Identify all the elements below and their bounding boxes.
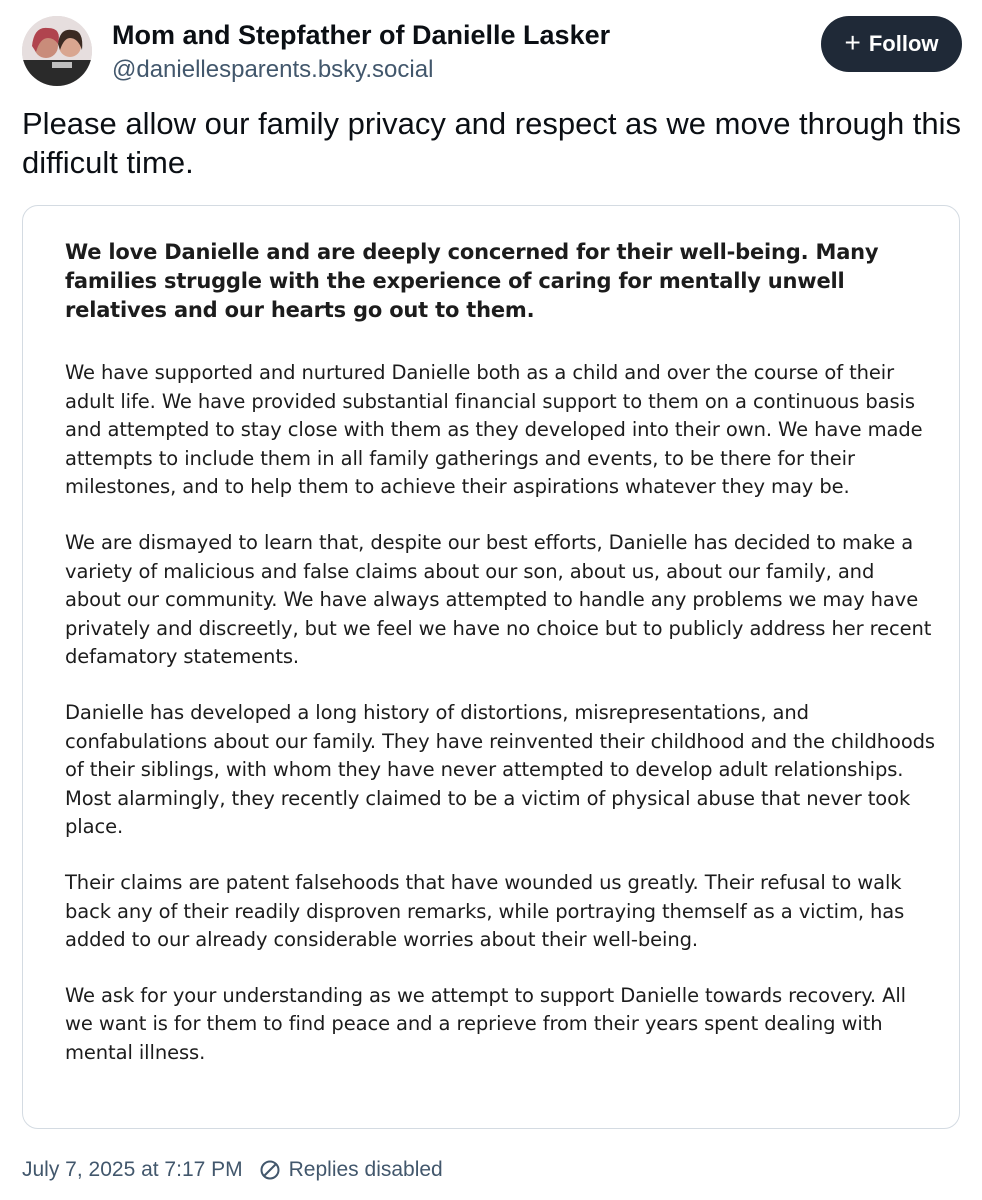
post-text: Please allow our family privacy and respect as we move through this difficult time. [22, 106, 962, 180]
statement-text [65, 238, 935, 1094]
plus-icon: + [844, 27, 861, 58]
avatar-photo-icon [22, 16, 92, 86]
avatar[interactable] [22, 16, 92, 86]
follow-button[interactable] [821, 16, 962, 72]
statement-paragraph: We ask for your understanding as we attempt to support Danielle towards recovery. All we want is for them to find peace and a reprieve from their years spent dealing with mental illness. [65, 983, 906, 1064]
statement-paragraph: We have supported and nurtured Danielle both as a child and over the course of their adult life. We have provided substantial financial support to them on a continuous basis and attempted to stay close with them as they developed into their own. We have made attempts to include them in all family gatherings and events, to be there for their milestones, and to help them to achieve their aspirations whatever they may be. [65, 361, 923, 499]
post-image[interactable] [22, 205, 960, 1129]
post-footer [22, 1155, 443, 1185]
statement-heading: We love Danielle and are deeply concerned for their well-being. Many families struggle with the experience of caring for mentally unwell relatives and our hearts go out to them. [65, 240, 879, 322]
follow-button-label: Follow [868, 31, 939, 56]
statement-paragraph: Danielle has developed a long history of distortions, misrepresentations, and confabulations about our family. They have reinvented their childhood and the childhoods of their siblings, with whom they have never attempted to develop adult relationships. Most alarmingly, they recently claimed to be a victim of physical abuse that never took place. [65, 700, 935, 839]
replies-status: Replies disabled [288, 1158, 443, 1181]
author-identity[interactable] [112, 18, 610, 86]
author-display-name[interactable]: Mom and Stepfather of Danielle Lasker [112, 20, 611, 50]
post-header [22, 16, 962, 86]
post-timestamp[interactable]: July 7, 2025 at 7:17 PM [22, 1158, 243, 1181]
statement-paragraph: We are dismayed to learn that, despite our best efforts, Danielle has decided to make a variety of malicious and false claims about our son, about us, about our family, and about our community. We have always attempted to handle any problems we may have privately and discreetly, but we feel we have no choice but to publicly address her recent defamatory statements. [65, 530, 932, 669]
statement-paragraph: Their claims are patent falsehoods that have wounded us greatly. Their refusal to walk back any of their readily disproven remarks, while portraying themself as a victim, has added to our already considerable worries about their well-being. [65, 870, 905, 952]
author-handle[interactable]: @daniellesparents.bsky.social [112, 56, 434, 83]
replies-disabled-icon [259, 1159, 281, 1181]
